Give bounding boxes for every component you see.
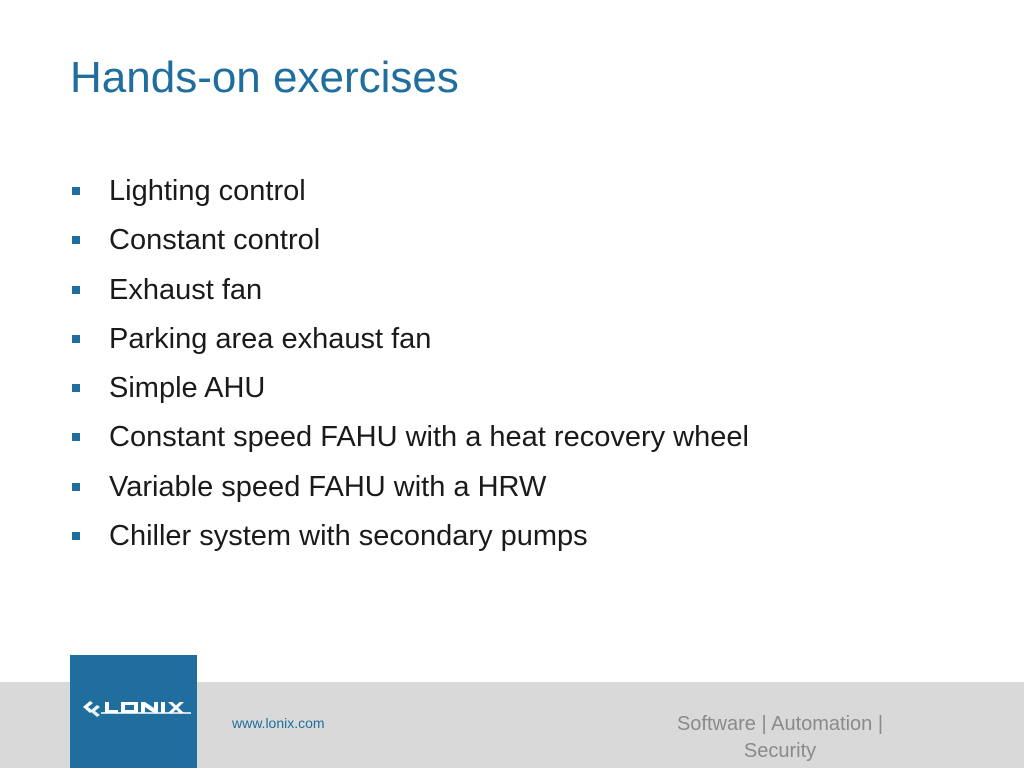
square-bullet-icon (72, 483, 80, 491)
footer-website-link[interactable]: www.lonix.com (232, 715, 325, 731)
square-bullet-icon (72, 433, 80, 441)
square-bullet-icon (72, 187, 80, 195)
list-item (72, 272, 749, 321)
square-bullet-icon (72, 286, 80, 294)
lonix-logo (70, 655, 197, 768)
list-item (72, 222, 749, 271)
list-item (72, 370, 749, 419)
bullet-list (72, 173, 749, 567)
square-bullet-icon (72, 236, 80, 244)
footer-tagline: Software | Automation | Security (676, 713, 884, 762)
square-bullet-icon (72, 335, 80, 343)
bullet-text: Simple AHU (109, 372, 266, 405)
bullet-text: Constant speed FAHU with a heat recovery wheel (109, 421, 749, 454)
list-item (72, 419, 749, 468)
bullet-text: Parking area exhaust fan (109, 322, 432, 355)
list-item (72, 321, 749, 370)
bullet-text: Exhaust fan (109, 273, 263, 306)
slide-title: Hands-on exercises (70, 53, 459, 102)
list-item (72, 518, 749, 567)
bullet-text: Constant control (109, 224, 321, 257)
bullet-text: Variable speed FAHU with a HRW (109, 470, 547, 503)
list-item (72, 173, 749, 222)
square-bullet-icon (72, 384, 80, 392)
list-item (72, 469, 749, 518)
bullet-text: Chiller system with secondary pumps (109, 520, 588, 553)
lonix-logo-icon (81, 699, 187, 721)
bullet-text: Lighting control (109, 175, 306, 207)
logo-subtitle-mark (101, 712, 191, 714)
square-bullet-icon (72, 532, 80, 540)
